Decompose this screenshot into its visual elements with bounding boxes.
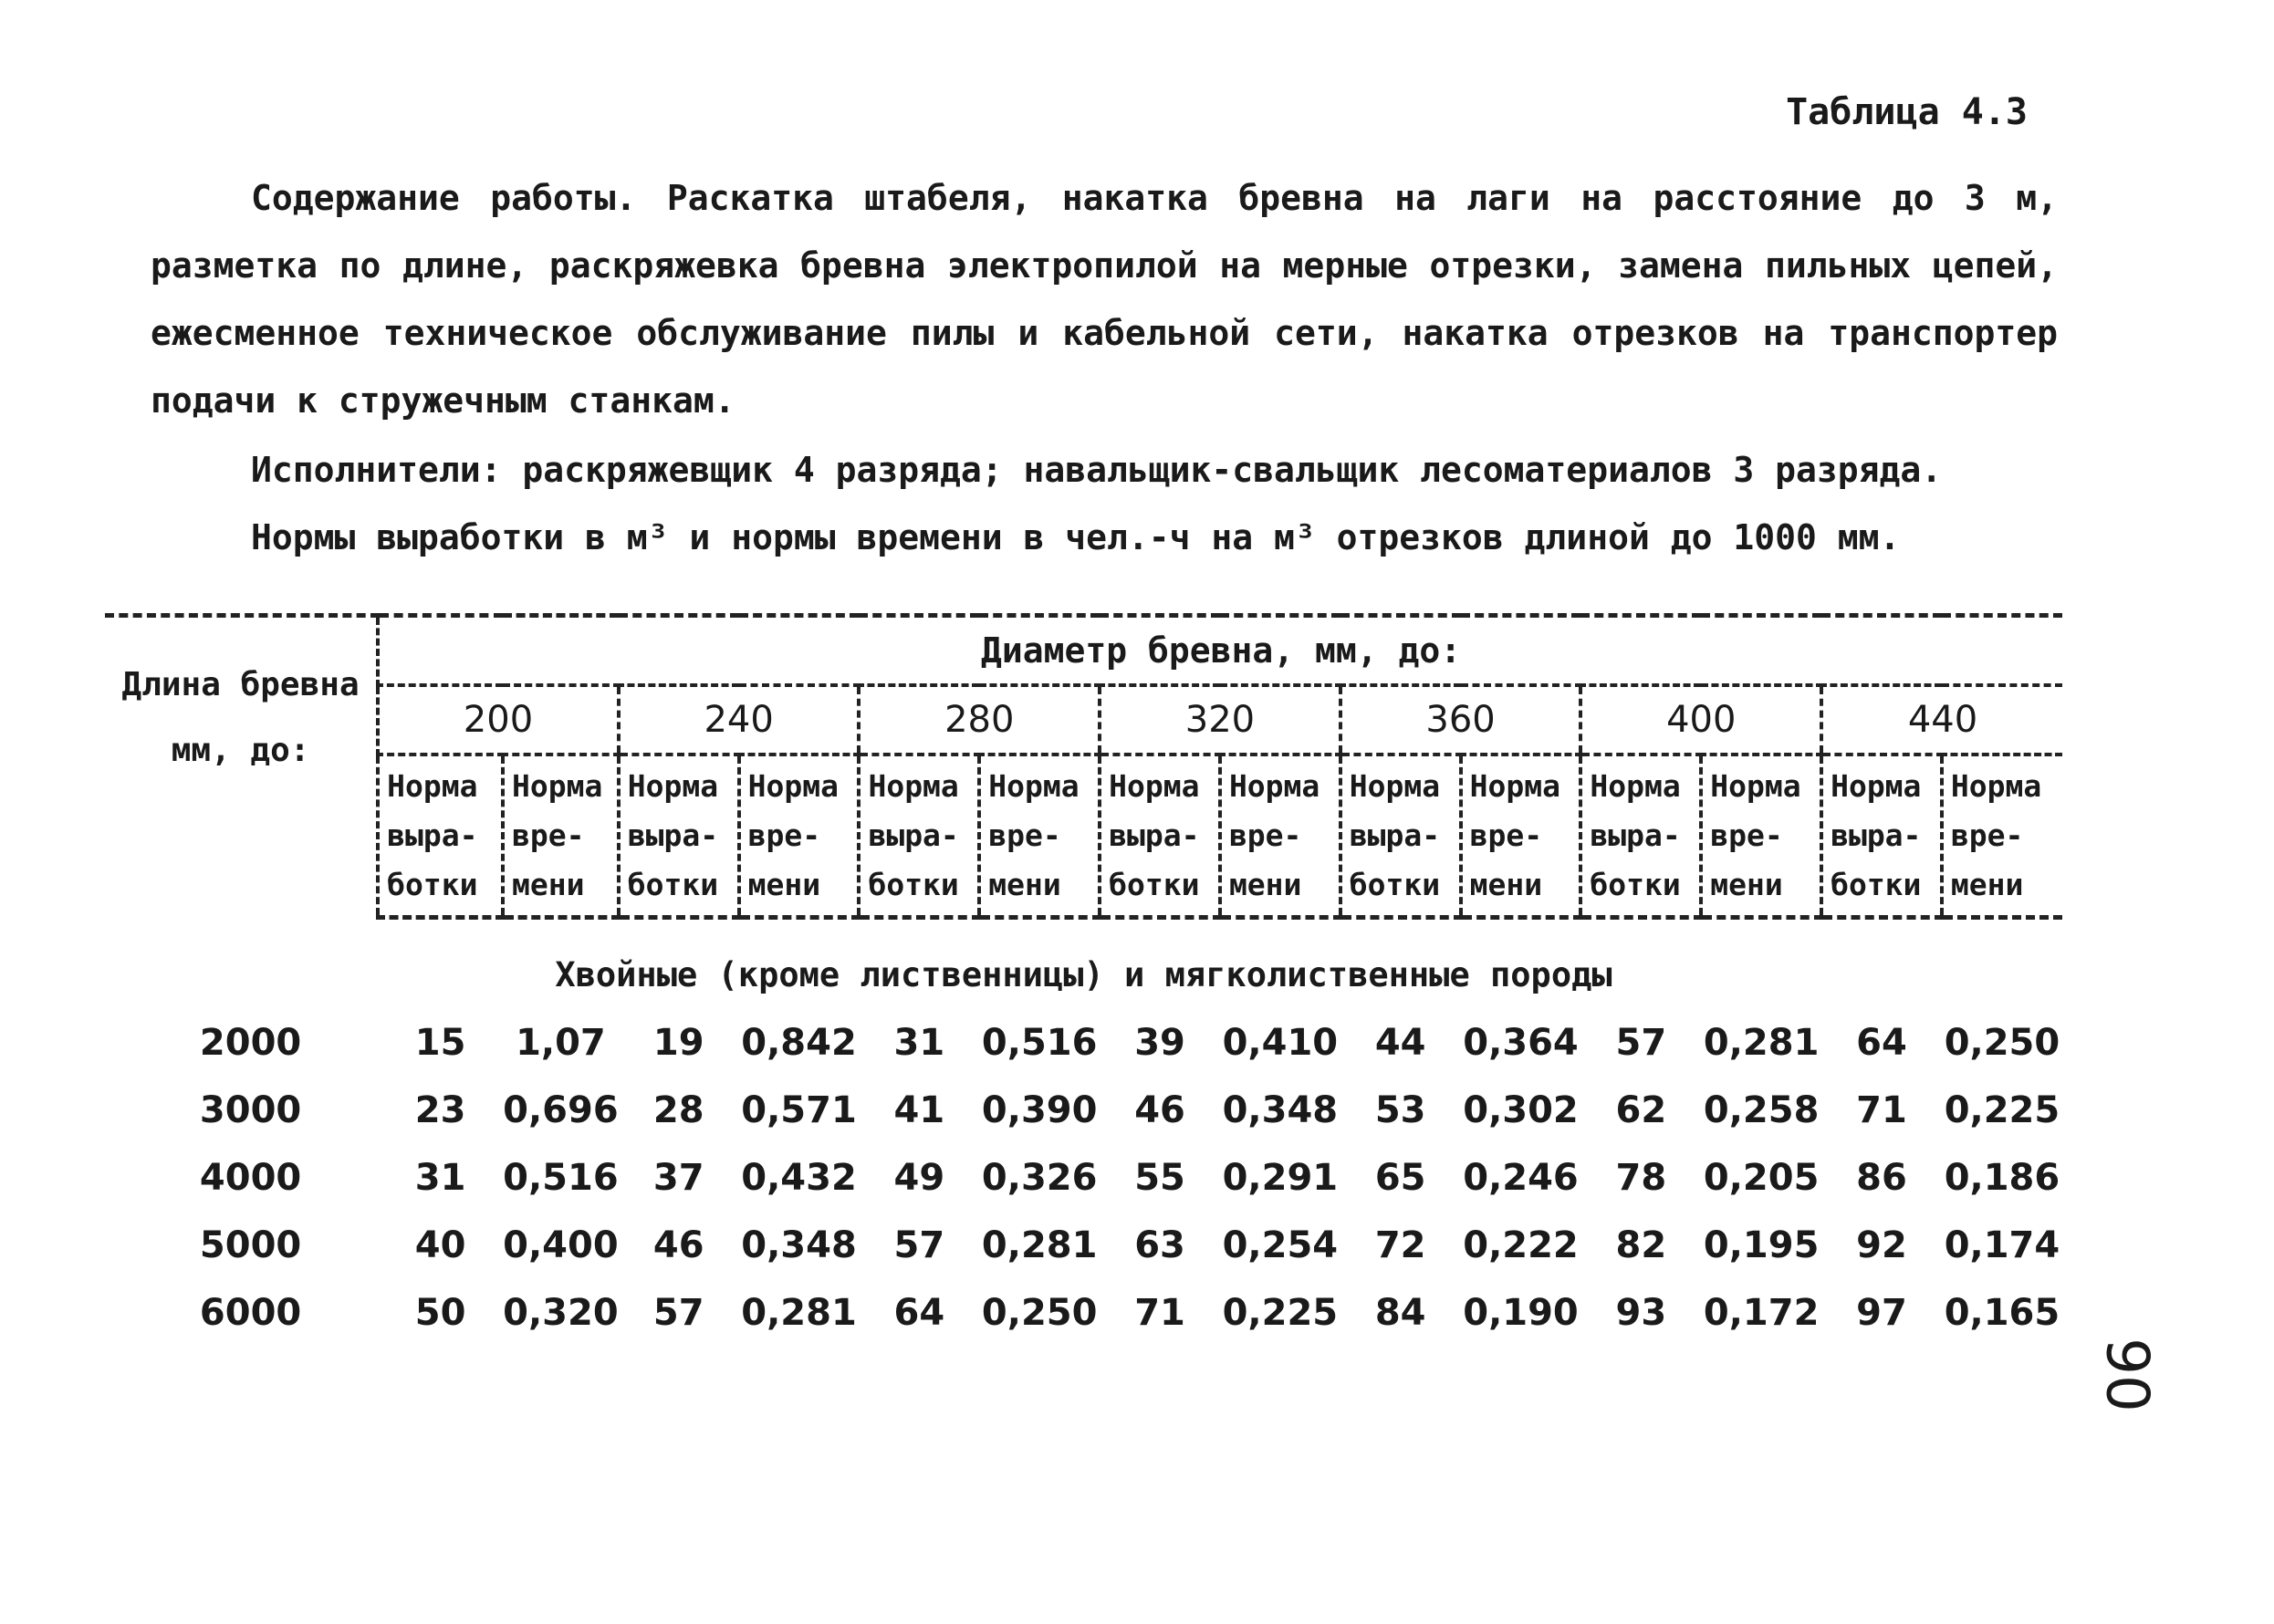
output-norm-cell: 55	[1134, 1157, 1185, 1199]
output-norm-cell: 72	[1374, 1224, 1426, 1266]
output-norm-cell: 93	[1615, 1292, 1667, 1334]
time-norm-cell: 0,281	[741, 1292, 857, 1334]
length-cell: 4000	[199, 1157, 302, 1199]
time-norm-cell: 0,320	[503, 1292, 619, 1334]
output-norm-cell: 37	[652, 1157, 704, 1199]
diameter-header-360: 360	[1340, 685, 1581, 755]
output-norm-header: Норма выра- ботки	[1821, 755, 1942, 918]
diameter-header-280: 280	[859, 685, 1100, 755]
time-norm-header: Норма вре- мени	[1942, 755, 2062, 918]
output-norm-cell: 41	[893, 1089, 945, 1131]
time-norm-cell: 0,165	[1944, 1292, 2060, 1334]
output-norm-cell: 50	[414, 1292, 466, 1334]
time-norm-cell: 0,195	[1703, 1224, 1820, 1266]
table-row	[105, 1009, 2062, 1077]
output-norm-cell: 31	[893, 1022, 945, 1064]
length-cell: 6000	[199, 1292, 302, 1334]
output-norm-cell: 71	[1856, 1089, 1907, 1131]
output-norm-cell: 46	[652, 1224, 704, 1266]
time-norm-cell: 0,250	[1944, 1022, 2060, 1064]
time-norm-cell: 0,348	[741, 1224, 857, 1266]
work-content-text: Содержание работы. Раскатка штабеля, накатка бревна на лаги на расстояние до 3 м, разметка по длине, раскряжевка бревна электропилой на мерные отрезки, замена пильных цепей, ежесменное техническое обслуживание пилы и кабельной сети, накатка отрезков на транспортер подачи к стружечным станкам.	[151, 178, 2058, 421]
work-content-paragraph	[151, 164, 2058, 434]
output-norm-cell: 64	[893, 1292, 945, 1334]
output-norm-cell: 28	[652, 1089, 704, 1131]
time-norm-cell: 0,400	[503, 1224, 619, 1266]
output-norm-cell: 64	[1856, 1022, 1907, 1064]
time-norm-cell: 0,696	[503, 1089, 619, 1131]
time-norm-header: Норма вре- мени	[739, 755, 860, 918]
wood-group-label	[105, 918, 2062, 1010]
output-norm-header: Норма выра- ботки	[378, 755, 503, 918]
output-norm-cell: 57	[652, 1292, 704, 1334]
time-norm-cell: 0,302	[1463, 1089, 1579, 1131]
time-norm-cell: 0,410	[1222, 1022, 1339, 1064]
output-norm-cell: 82	[1615, 1224, 1667, 1266]
output-norm-cell: 86	[1856, 1157, 1907, 1199]
page-number: 90	[2092, 1338, 2161, 1412]
time-norm-cell: 0,281	[1703, 1022, 1820, 1064]
output-norm-cell: 65	[1374, 1157, 1426, 1199]
output-norm-cell: 62	[1615, 1089, 1667, 1131]
time-norm-cell: 0,254	[1222, 1224, 1339, 1266]
output-norm-cell: 49	[893, 1157, 945, 1199]
output-norm-cell: 84	[1374, 1292, 1426, 1334]
diameter-group-header	[378, 616, 2062, 686]
norms-caption-text: Нормы выработки в м³ и нормы времени в чел.-ч на м³ отрезков длиной до 1000 мм.	[251, 517, 1901, 557]
time-norm-cell: 0,390	[981, 1089, 1098, 1131]
group-label-text: Хвойные (кроме лиственницы) и мягколиственные породы	[555, 954, 1612, 994]
time-norm-cell: 0,172	[1703, 1292, 1820, 1334]
output-norm-cell: 23	[414, 1089, 466, 1131]
performers-text: Исполнители: раскряжевщик 4 разряда; навальщик-свальщик лесоматериалов 3 разряда.	[251, 450, 1943, 490]
output-norm-cell: 97	[1856, 1292, 1907, 1334]
output-norm-cell: 78	[1615, 1157, 1667, 1199]
time-norm-cell: 0,246	[1463, 1157, 1579, 1199]
length-column-header	[105, 616, 378, 918]
time-norm-cell: 0,250	[981, 1292, 1098, 1334]
table-row	[105, 1212, 2062, 1279]
time-norm-cell: 0,571	[741, 1089, 857, 1131]
time-norm-header: Норма вре- мени	[1701, 755, 1821, 918]
time-norm-cell: 0,364	[1463, 1022, 1579, 1064]
output-norm-cell: 63	[1134, 1224, 1185, 1266]
time-norm-cell: 0,348	[1222, 1089, 1339, 1131]
output-norm-cell: 15	[414, 1022, 466, 1064]
norms-table	[105, 613, 2062, 1347]
table-row	[105, 1279, 2062, 1347]
length-cell: 5000	[199, 1224, 302, 1266]
time-norm-cell: 0,326	[981, 1157, 1098, 1199]
time-norm-header: Норма вре- мени	[1461, 755, 1581, 918]
output-norm-header: Норма выра- ботки	[859, 755, 979, 918]
time-norm-cell: 0,281	[981, 1224, 1098, 1266]
norms-caption-paragraph	[151, 504, 2058, 571]
time-norm-cell: 0,842	[741, 1022, 857, 1064]
length-cell: 2000	[199, 1022, 302, 1064]
output-norm-header: Норма выра- ботки	[1100, 755, 1220, 918]
time-norm-cell: 0,516	[503, 1157, 619, 1199]
length-cell: 3000	[199, 1089, 302, 1131]
table-row	[105, 1077, 2062, 1144]
time-norm-cell: 0,205	[1703, 1157, 1820, 1199]
output-norm-cell: 44	[1374, 1022, 1426, 1064]
output-norm-cell: 40	[414, 1224, 466, 1266]
diameter-header-400: 400	[1580, 685, 1821, 755]
table-row	[105, 1144, 2062, 1212]
time-norm-header: Норма вре- мени	[503, 755, 619, 918]
time-norm-header: Норма вре- мени	[979, 755, 1100, 918]
table-label: Таблица 4.3	[1786, 91, 2028, 133]
performers-paragraph	[151, 436, 2058, 504]
output-norm-cell: 19	[652, 1022, 704, 1064]
diameter-header-200: 200	[378, 685, 619, 755]
output-norm-cell: 57	[1615, 1022, 1667, 1064]
output-norm-cell: 57	[893, 1224, 945, 1266]
time-norm-cell: 0,291	[1222, 1157, 1339, 1199]
time-norm-cell: 0,190	[1463, 1292, 1579, 1334]
output-norm-cell: 39	[1134, 1022, 1185, 1064]
time-norm-header: Норма вре- мени	[1220, 755, 1340, 918]
time-norm-cell: 0,174	[1944, 1224, 2060, 1266]
diameter-header-440: 440	[1821, 685, 2062, 755]
time-norm-cell: 0,516	[981, 1022, 1098, 1064]
output-norm-cell: 92	[1856, 1224, 1907, 1266]
time-norm-cell: 0,222	[1463, 1224, 1579, 1266]
diameter-header-text: Диаметр бревна, мм, до:	[980, 630, 1462, 671]
diameter-header-320: 320	[1100, 685, 1340, 755]
length-header-text: Длина бревна мм, до:	[121, 666, 360, 769]
time-norm-cell: 0,186	[1944, 1157, 2060, 1199]
diameter-header-240: 240	[619, 685, 860, 755]
output-norm-cell: 71	[1134, 1292, 1185, 1334]
output-norm-header: Норма выра- ботки	[1580, 755, 1701, 918]
time-norm-cell: 0,225	[1222, 1292, 1339, 1334]
output-norm-cell: 46	[1134, 1089, 1185, 1131]
time-norm-cell: 0,432	[741, 1157, 857, 1199]
output-norm-cell: 53	[1374, 1089, 1426, 1131]
time-norm-cell: 0,225	[1944, 1089, 2060, 1131]
time-norm-cell: 1,07	[516, 1022, 606, 1064]
output-norm-cell: 31	[414, 1157, 466, 1199]
output-norm-header: Норма выра- ботки	[619, 755, 739, 918]
time-norm-cell: 0,258	[1703, 1089, 1820, 1131]
output-norm-header: Норма выра- ботки	[1340, 755, 1461, 918]
